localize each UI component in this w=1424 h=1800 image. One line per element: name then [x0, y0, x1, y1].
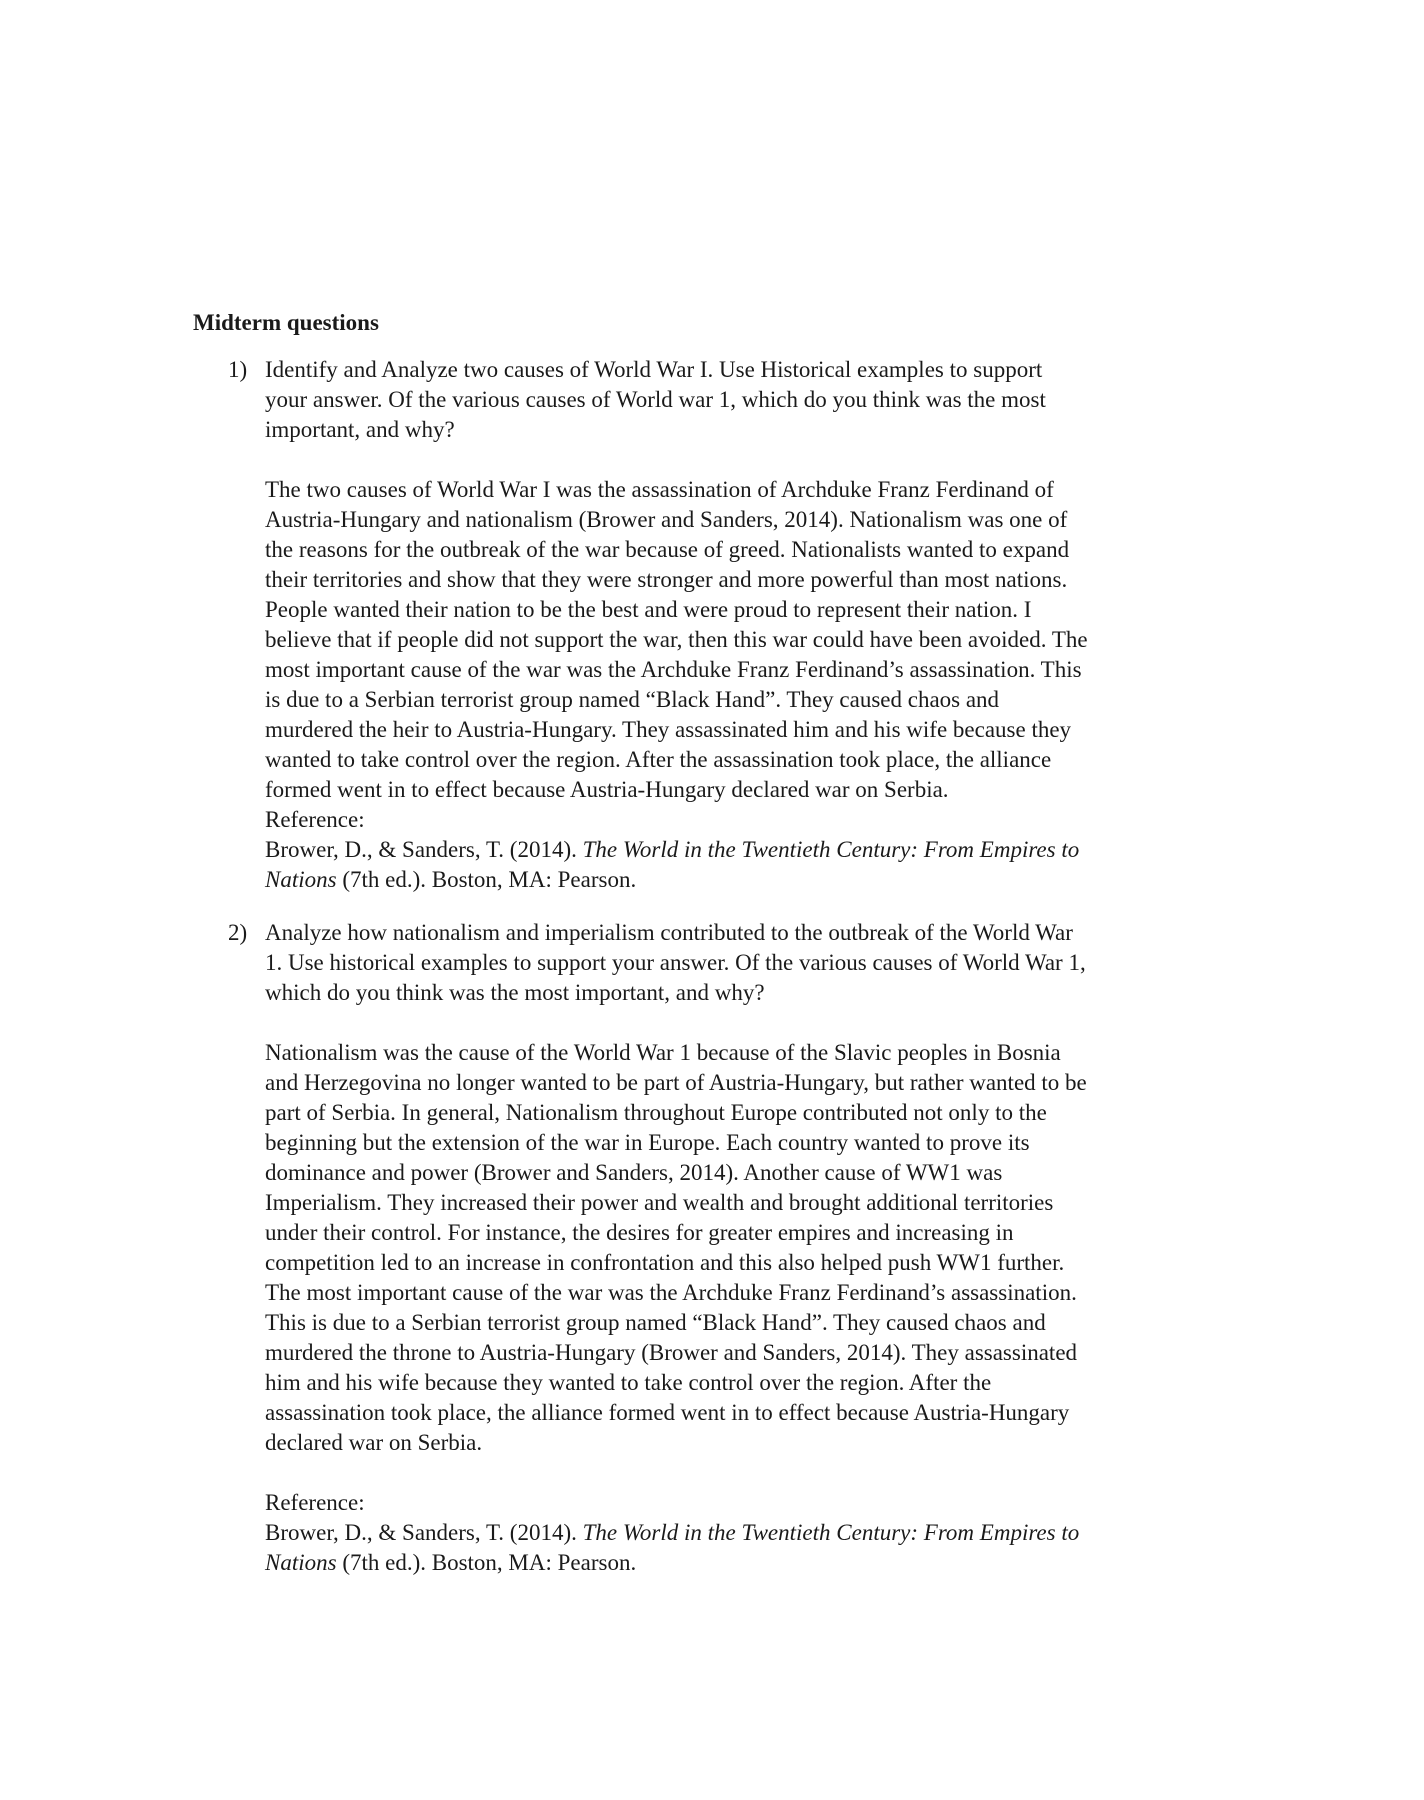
reference-label: Reference:: [265, 807, 365, 832]
question-1-prompt: [265, 355, 1135, 445]
answer-line: murdered the throne to Austria-Hungary (Brower and Sanders, 2014). They assassinated: [265, 1340, 1078, 1365]
question-2-prompt: [265, 918, 1135, 1008]
answer-line: wanted to take control over the region. After the assassination took place, the alliance: [265, 747, 1052, 772]
answer-line: their territories and show that they were stronger and more powerful than most nations.: [265, 567, 1068, 592]
answer-line: declared war on Serbia.: [265, 1430, 483, 1455]
citation-publisher: (7th ed.). Boston, MA: Pearson.: [336, 867, 637, 892]
reference-citation: [265, 1518, 1135, 1578]
answer-line: believe that if people did not support the war, then this war could have been avoided. The: [265, 627, 1088, 652]
citation-title-cont: Nations: [265, 1550, 337, 1575]
prompt-line: which do you think was the most important, and why?: [265, 980, 765, 1005]
answer-line: competition led to an increase in confrontation and this also helped push WW1 further.: [265, 1250, 1065, 1275]
question-1: [193, 355, 1193, 895]
answer-line: assassination took place, the alliance formed went in to effect because Austria-Hungary: [265, 1400, 1070, 1425]
answer-line: The most important cause of the war was the Archduke Franz Ferdinand’s assassination.: [265, 1280, 1077, 1305]
prompt-line: your answer. Of the various causes of World war 1, which do you think was the most: [265, 387, 1046, 412]
reference-citation: [265, 835, 1135, 895]
answer-line: most important cause of the war was the Archduke Franz Ferdinand’s assassination. This: [265, 657, 1082, 682]
prompt-line: Analyze how nationalism and imperialism contributed to the outbreak of the World War: [265, 920, 1073, 945]
question-2: [193, 918, 1193, 1578]
answer-line: and Herzegovina no longer wanted to be part of Austria-Hungary, but rather wanted to be: [265, 1070, 1087, 1095]
citation-title-cont: Nations: [265, 867, 337, 892]
citation-authors: Brower, D., & Sanders, T. (2014).: [265, 1520, 583, 1545]
answer-line: dominance and power (Brower and Sanders, 2014). Another cause of WW1 was: [265, 1160, 1003, 1185]
question-1-answer: [265, 475, 1135, 805]
question-2-number: 2): [228, 920, 248, 945]
answer-line: Nationalism was the cause of the World War 1 because of the Slavic peoples in Bosnia: [265, 1040, 1061, 1065]
answer-line: Imperialism. They increased their power and wealth and brought additional territories: [265, 1190, 1054, 1215]
prompt-line: important, and why?: [265, 417, 455, 442]
answer-line: beginning but the extension of the war in Europe. Each country wanted to prove its: [265, 1130, 1030, 1155]
answer-line: him and his wife because they wanted to take control over the region. After the: [265, 1370, 992, 1395]
citation-title: The World in the Twentieth Century: From Empires to: [582, 1520, 1080, 1545]
citation-title: The World in the Twentieth Century: From Empires to: [582, 837, 1080, 862]
answer-line: the reasons for the outbreak of the war because of greed. Nationalists wanted to expand: [265, 537, 1070, 562]
citation-authors: Brower, D., & Sanders, T. (2014).: [265, 837, 583, 862]
question-2-row: [193, 918, 1193, 1578]
answer-line: The two causes of World War I was the assassination of Archduke Franz Ferdinand of: [265, 477, 1054, 502]
answer-line: is due to a Serbian terrorist group named “Black Hand”. They caused chaos and: [265, 687, 1000, 712]
answer-line: This is due to a Serbian terrorist group named “Black Hand”. They caused chaos and: [265, 1310, 1046, 1335]
citation-publisher: (7th ed.). Boston, MA: Pearson.: [336, 1550, 637, 1575]
answer-line: part of Serbia. In general, Nationalism throughout Europe contributed not only to the: [265, 1100, 1047, 1125]
question-1-row: [193, 355, 1193, 895]
reference-label: Reference:: [265, 1490, 365, 1515]
question-2-answer: [265, 1038, 1135, 1458]
prompt-line: Identify and Analyze two causes of World War I. Use Historical examples to support: [265, 357, 1043, 382]
answer-line: Austria-Hungary and nationalism (Brower and Sanders, 2014). Nationalism was one of: [265, 507, 1068, 532]
question-1-number: 1): [228, 357, 248, 382]
answer-line: murdered the heir to Austria-Hungary. They assassinated him and his wife because they: [265, 717, 1072, 742]
answer-line: under their control. For instance, the desires for greater empires and increasing in: [265, 1220, 1014, 1245]
prompt-line: 1. Use historical examples to support your answer. Of the various causes of World War 1,: [265, 950, 1086, 975]
answer-line: People wanted their nation to be the best and were proud to represent their nation. I: [265, 597, 1032, 622]
document-heading: Midterm questions: [193, 310, 379, 335]
answer-line: formed went in to effect because Austria-Hungary declared war on Serbia.: [265, 777, 949, 802]
